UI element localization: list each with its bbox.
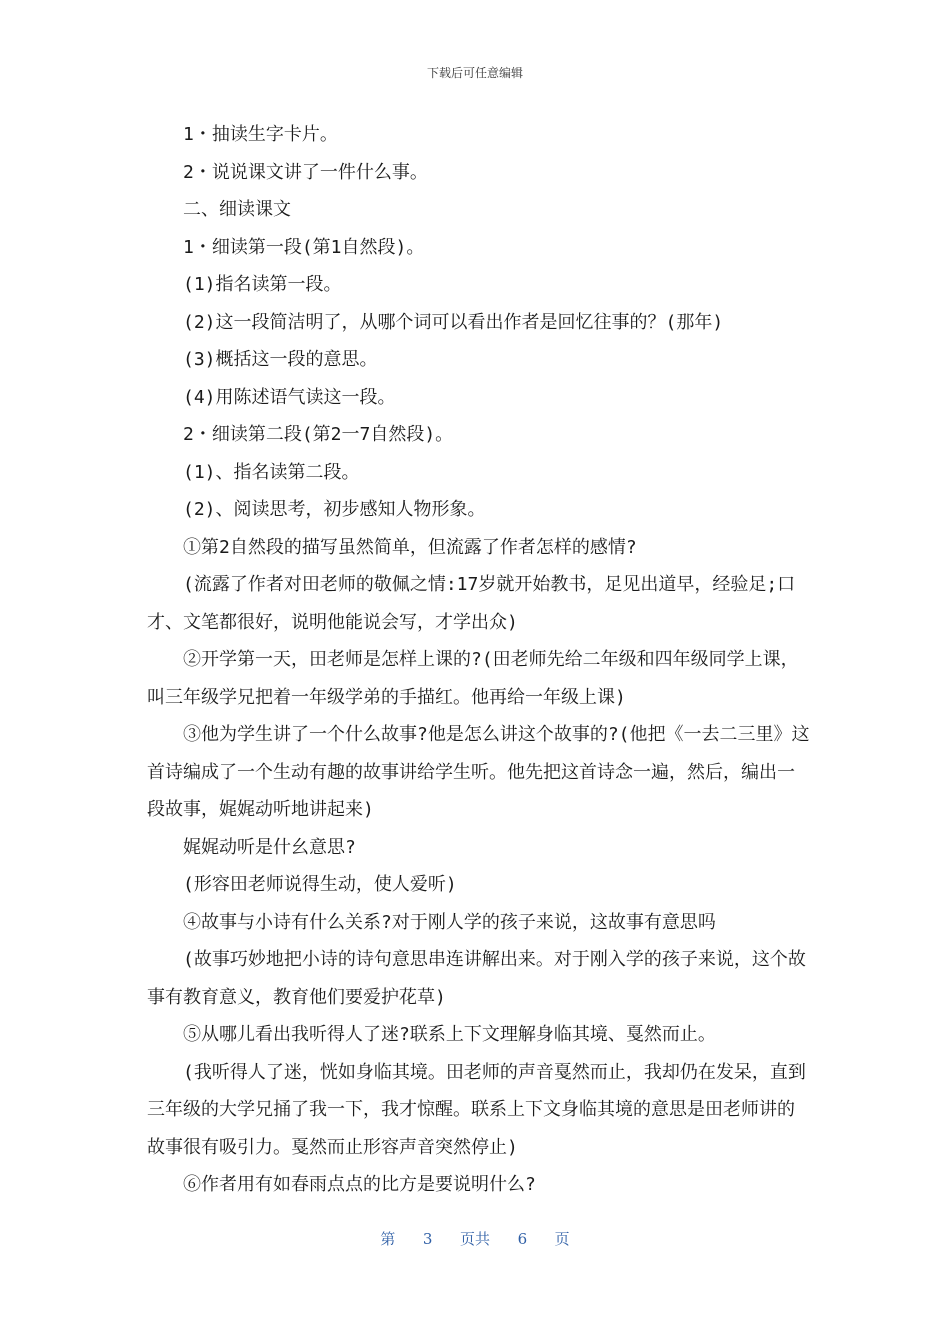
paragraph: (4)用陈述语气读这一段。 [183, 386, 396, 408]
footer-suffix: 页 [554, 1230, 570, 1248]
paragraph: (2)、阅读思考，初步感知人物形象。 [183, 499, 486, 520]
paragraph: ④故事与小诗有什么关系?对于刚人学的孩子来说，这故事有意思吗 [183, 911, 716, 933]
paragraph: 2・细读第二段(第2一7自然段)。 [183, 424, 454, 445]
paragraph: ①第2自然段的描写虽然简单，但流露了作者怎样的感情? [183, 536, 637, 558]
paragraph: (我听得人了迷，恍如身临其境。田老师的声音戛然而止，我却仍在发呆，直到三年级的大学兄捅了我一下，我才惊醒。联系上下文身临其境的意思是田老师讲的故事很有吸引力。戛然而止形容声音突然停止) [147, 1061, 806, 1158]
page-header: 下载后可任意编辑 [426, 66, 523, 80]
paragraph: ⑥作者用有如春雨点点的比方是要说明什么? [183, 1174, 536, 1195]
current-page-number: 3 [422, 1230, 433, 1248]
paragraph: 1・细读第一段(第1自然段)。 [183, 236, 425, 258]
footer-middle: 页共 [459, 1230, 490, 1248]
paragraph: 2・说说课文讲了一件什么事。 [183, 161, 428, 183]
paragraph: (1)指名读第一段。 [183, 274, 342, 295]
section-heading: 二、细读课文 [183, 199, 291, 220]
paragraph: ⑤从哪儿看出我听得人了迷?联系上下文理解身临其境、戛然而止。 [183, 1024, 716, 1045]
footer-prefix: 第 [380, 1230, 396, 1248]
paragraph: (2)这一段简洁明了，从哪个词可以看出作者是回忆往事的？(那年) [183, 311, 724, 333]
paragraph: (流露了作者对田老师的敬佩之情:17岁就开始教书，足见出道早，经验足;口才、文笔都很好，说明他能说会写，才学出众) [147, 574, 796, 633]
paragraph: ③他为学生讲了一个什么故事?他是怎么讲这个故事的?(他把《一去二三里》这首诗编成了一个生动有趣的故事讲给学生听。他先把这首诗念一遍，然后，编出一段故事，娓娓动听地讲起来) [147, 724, 810, 820]
document-body [147, 116, 812, 1204]
paragraph: 1・抽读生字卡片。 [183, 124, 338, 145]
paragraph: (形容田老师说得生动，使人爱听) [183, 874, 457, 895]
page-footer [0, 1228, 950, 1249]
paragraph: (故事巧妙地把小诗的诗句意思串连讲解出来。对于刚入学的孩子来说，这个故事有教育意义，教育他们要爱护花草) [147, 949, 806, 1008]
total-page-count: 6 [517, 1230, 528, 1248]
paragraph: ②开学第一天，田老师是怎样上课的?(田老师先给二年级和四年级同学上课，叫三年级学兄把着一年级学弟的手描红。他再给一年级上课) [147, 649, 799, 708]
paragraph: (1)、指名读第二段。 [183, 461, 360, 483]
paragraph: (3)概括这一段的意思。 [183, 349, 378, 370]
paragraph: 娓娓动听是什幺意思? [183, 836, 356, 858]
